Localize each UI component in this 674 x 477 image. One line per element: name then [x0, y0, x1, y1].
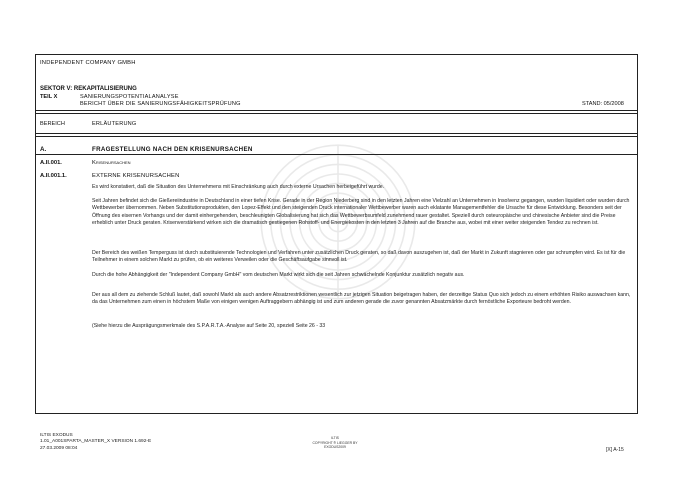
- page-number: [X] A-15: [606, 447, 624, 453]
- subtitle-report: BERICHT ÜBER DIE SANIERUNGSFÄHIGKEITSPRÜFUNG: [80, 101, 241, 107]
- paragraph: Durch die hohe Abhängigkeit der "Independent Company GmbH" vom deutschen Markt wirkt sich die seit Jahren schwächelnde Konjunktur zusätzlich negativ aus.: [92, 272, 465, 278]
- column-header-bereich: BEREICH: [40, 121, 65, 127]
- header-bottom-rule: [35, 110, 638, 111]
- header-bottom-rule-2: [35, 113, 638, 114]
- footer-line: 27.03.2009 08:04: [40, 445, 78, 451]
- frame-top: [35, 54, 638, 55]
- column-header-erlaeuterung: ERLÄUTERUNG: [92, 121, 137, 127]
- footer-line: ILTIS EXODUS: [40, 433, 73, 438]
- subsubsection-number: A.II.001.1.: [40, 173, 67, 179]
- paragraph: Es wird konstatiert, daß die Situation des Unternehmens mit Einschränkung auch durch externe Ursachen herbeigeführt wurde.: [92, 184, 385, 190]
- section-title: FRAGESTELLUNG NACH DEN KRISENURSACHEN: [92, 146, 253, 153]
- footer-copyright: [305, 436, 365, 450]
- frame-left: [35, 54, 36, 414]
- paragraph: (Siehe hierzu die Ausprägungsmerkmale des S.P.A.R.T.A.-Analyse auf Seite 20, speziell Seite 26 - 33: [92, 323, 326, 329]
- stand-date: STAND: 05/2008: [582, 101, 624, 107]
- footer-line: 1.01_A001SPARTA_MASTER_X VERSION 1.692-E: [40, 439, 152, 445]
- subsection-number: A.II.001.: [40, 160, 62, 166]
- teil-label: TEIL X: [40, 94, 58, 100]
- paragraph: Der aus all dem zu ziehende Schluß lautet, daß sowohl Markt als auch andere Absatzrestriktionen wesentlich zur jetzigen Situation beigetragen haben, der derzeitige Status Quo sich jedoch zu einem erhöhten Risiko auswachsen kann, da das Unternehmen zum einen in höchstem Maße von einigen wenigen Auftraggebern abhängig ist und zum anderen gerade die zuvor genannten Absatzmärkte durch fernöstliche Exporteure bedroht werden.: [92, 292, 631, 306]
- frame-bottom: [35, 413, 638, 414]
- footer-copyright-line: COPYRIGHT ® LIEGGER BY: [312, 440, 358, 445]
- company-name: INDEPENDENT COMPANY GMBH: [40, 60, 136, 66]
- paragraph: Seit Jahren befindet sich die Gießereiindustrie in Deutschland in einer tiefen Krise. Gerade in der Region Niederberg sind in den letzten Jahren eine Vielzahl an Unternehmen in Insolvenz gegangen, wurden liquidiert oder wurden durch Wettbewerber übernommen. Neben Substitutionsprodukten, den Lopez-Effekt und den steigenden Druck internationaler Wettbewerber waren auch eklatante Managementfehler die Ursache für diese Entwicklung. Besonders seit der Öffnung des eisernen Vorhangs und der damit einhergehenden, beschleunigten Globalisierung hat sich das Wettbewerbsumfeld zunehmend rauer gestaltet. Speziell durch osteuropäische und chinesische Anbieter sind die Preise erheblich unter Druck geraten. Krisenverstärkend wirken sich die dramatisch gestiegenen Rohstoff- und Energiekosten in den letzten 3 Jahren auf die Branche aus, wobei mit einer weiter steigenden Tendez zu rechnen ist.: [92, 198, 630, 227]
- section-number: A.: [40, 146, 47, 153]
- paragraph: Der Bereich des weißen Temperguss ist durch substituierende Technologien und Verfahren unter zusätzlichen Druck geraten, so daß davon auszugehen ist, daß der Markt in Zukunft stagnieren oder gar schrumpfen wird. Es ist für die Teilnehmer in einem solchen Markt zu prüfen, ob ein weiteres Verweilen oder die Geschäftsaufgabe sinnvoll ist.: [92, 250, 626, 264]
- subsection-title: Krisenursachen: [92, 160, 131, 166]
- sector-title: SEKTOR V: REKAPITALISIERUNG: [40, 86, 137, 92]
- column-header-rule-2: [35, 136, 638, 137]
- subsubsection-title: EXTERNE KRISENURSACHEN: [92, 173, 180, 179]
- frame-right: [637, 54, 638, 414]
- column-header-rule: [35, 133, 638, 134]
- section-rule: [35, 154, 638, 155]
- footer-copyright-line: ILTIS: [331, 436, 339, 440]
- subtitle-analysis: SANIERUNGSPOTENTIALANALYSE: [80, 94, 179, 100]
- footer-copyright-line: EXODUS2009: [324, 445, 346, 450]
- footer-document-info: [40, 433, 151, 452]
